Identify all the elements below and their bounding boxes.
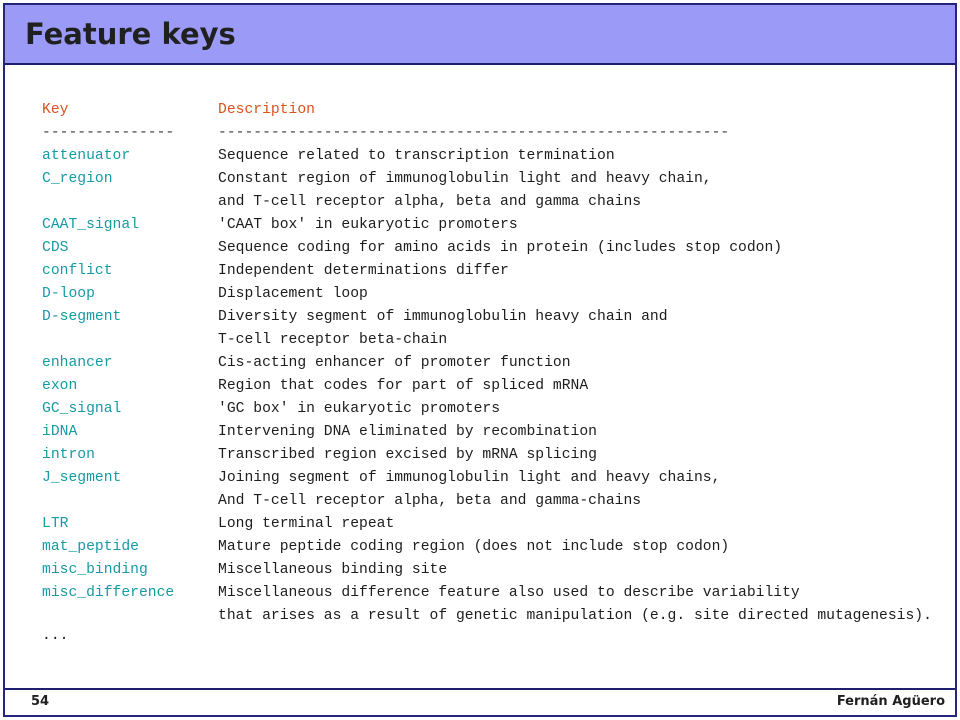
row-key bbox=[42, 329, 218, 352]
table-row bbox=[42, 444, 932, 467]
row-key: D-loop bbox=[42, 286, 95, 302]
row-description: Sequence related to transcription termination bbox=[218, 148, 615, 164]
row-key: attenuator bbox=[42, 148, 131, 164]
table-row bbox=[42, 168, 932, 191]
table-row bbox=[42, 237, 932, 260]
row-key bbox=[42, 490, 218, 513]
row-key: exon bbox=[42, 378, 78, 394]
table-row bbox=[42, 191, 932, 214]
footer-bar bbox=[5, 688, 955, 715]
slide-title: Feature keys bbox=[25, 17, 236, 51]
table-row bbox=[42, 398, 932, 421]
separator-description: ---------------------------------------------------------- bbox=[218, 125, 730, 141]
table-row bbox=[42, 582, 932, 605]
row-key: mat_peptide bbox=[42, 539, 139, 555]
row-description: Displacement loop bbox=[218, 286, 368, 302]
row-description: Cis-acting enhancer of promoter function bbox=[218, 355, 571, 371]
table-row bbox=[42, 214, 932, 237]
row-description: Intervening DNA eliminated by recombination bbox=[218, 424, 597, 440]
table-row bbox=[42, 306, 932, 329]
ellipsis-text: ... bbox=[42, 628, 69, 644]
row-key bbox=[42, 191, 218, 214]
table-row bbox=[42, 513, 932, 536]
row-key: conflict bbox=[42, 263, 113, 279]
row-description: Diversity segment of immunoglobulin heavy chain and bbox=[218, 309, 668, 325]
author-name: Fernán Agüero bbox=[836, 694, 945, 709]
table-row bbox=[42, 490, 932, 513]
row-key: J_segment bbox=[42, 470, 122, 486]
row-description: Independent determinations differ bbox=[218, 263, 509, 279]
row-description: Constant region of immunoglobulin light and heavy chain, bbox=[218, 171, 712, 187]
table-row bbox=[42, 145, 932, 168]
row-key: enhancer bbox=[42, 355, 113, 371]
row-description: Mature peptide coding region (does not include stop codon) bbox=[218, 539, 730, 555]
header-description: Description bbox=[218, 102, 315, 118]
row-description: Region that codes for part of spliced mRNA bbox=[218, 378, 589, 394]
table-header-row bbox=[42, 99, 932, 122]
table-row bbox=[42, 559, 932, 582]
table-row bbox=[42, 260, 932, 283]
row-key bbox=[42, 605, 218, 625]
row-description: Miscellaneous difference feature also used to describe variability bbox=[218, 585, 800, 601]
table-row bbox=[42, 375, 932, 398]
row-key: CAAT_signal bbox=[42, 217, 139, 233]
table-ellipsis-row bbox=[42, 625, 932, 648]
row-key: misc_binding bbox=[42, 562, 148, 578]
row-description: T-cell receptor beta-chain bbox=[218, 332, 448, 348]
table-row bbox=[42, 467, 932, 490]
page-number: 54 bbox=[31, 694, 50, 709]
header-key: Key bbox=[42, 102, 69, 118]
row-key: GC_signal bbox=[42, 401, 122, 417]
title-bar bbox=[5, 5, 955, 65]
row-description: Sequence coding for amino acids in protein (includes stop codon) bbox=[218, 240, 783, 256]
table-row bbox=[42, 352, 932, 375]
table-separator-row bbox=[42, 122, 932, 145]
row-description: Joining segment of immunoglobulin light and heavy chains, bbox=[218, 470, 721, 486]
row-description: that arises as a result of genetic manipulation (e.g. site directed mutagenesis). bbox=[218, 608, 932, 624]
row-key: iDNA bbox=[42, 424, 78, 440]
table-row bbox=[42, 329, 932, 352]
row-description: 'CAAT box' in eukaryotic promoters bbox=[218, 217, 518, 233]
row-key: intron bbox=[42, 447, 95, 463]
row-description: Transcribed region excised by mRNA splicing bbox=[218, 447, 597, 463]
row-key: LTR bbox=[42, 516, 69, 532]
row-description: Long terminal repeat bbox=[218, 516, 395, 532]
separator-key: --------------- bbox=[42, 125, 175, 141]
row-description: and T-cell receptor alpha, beta and gamma chains bbox=[218, 194, 642, 210]
table-row bbox=[42, 421, 932, 444]
feature-keys-table bbox=[42, 99, 932, 648]
row-description: And T-cell receptor alpha, beta and gamma-chains bbox=[218, 493, 642, 509]
table-row bbox=[42, 605, 932, 625]
table-row bbox=[42, 283, 932, 306]
row-key: D-segment bbox=[42, 309, 122, 325]
row-key: misc_difference bbox=[42, 585, 175, 601]
row-description: Miscellaneous binding site bbox=[218, 562, 448, 578]
row-key: CDS bbox=[42, 240, 69, 256]
row-key: C_region bbox=[42, 171, 113, 187]
table-row bbox=[42, 536, 932, 559]
row-description: 'GC box' in eukaryotic promoters bbox=[218, 401, 501, 417]
